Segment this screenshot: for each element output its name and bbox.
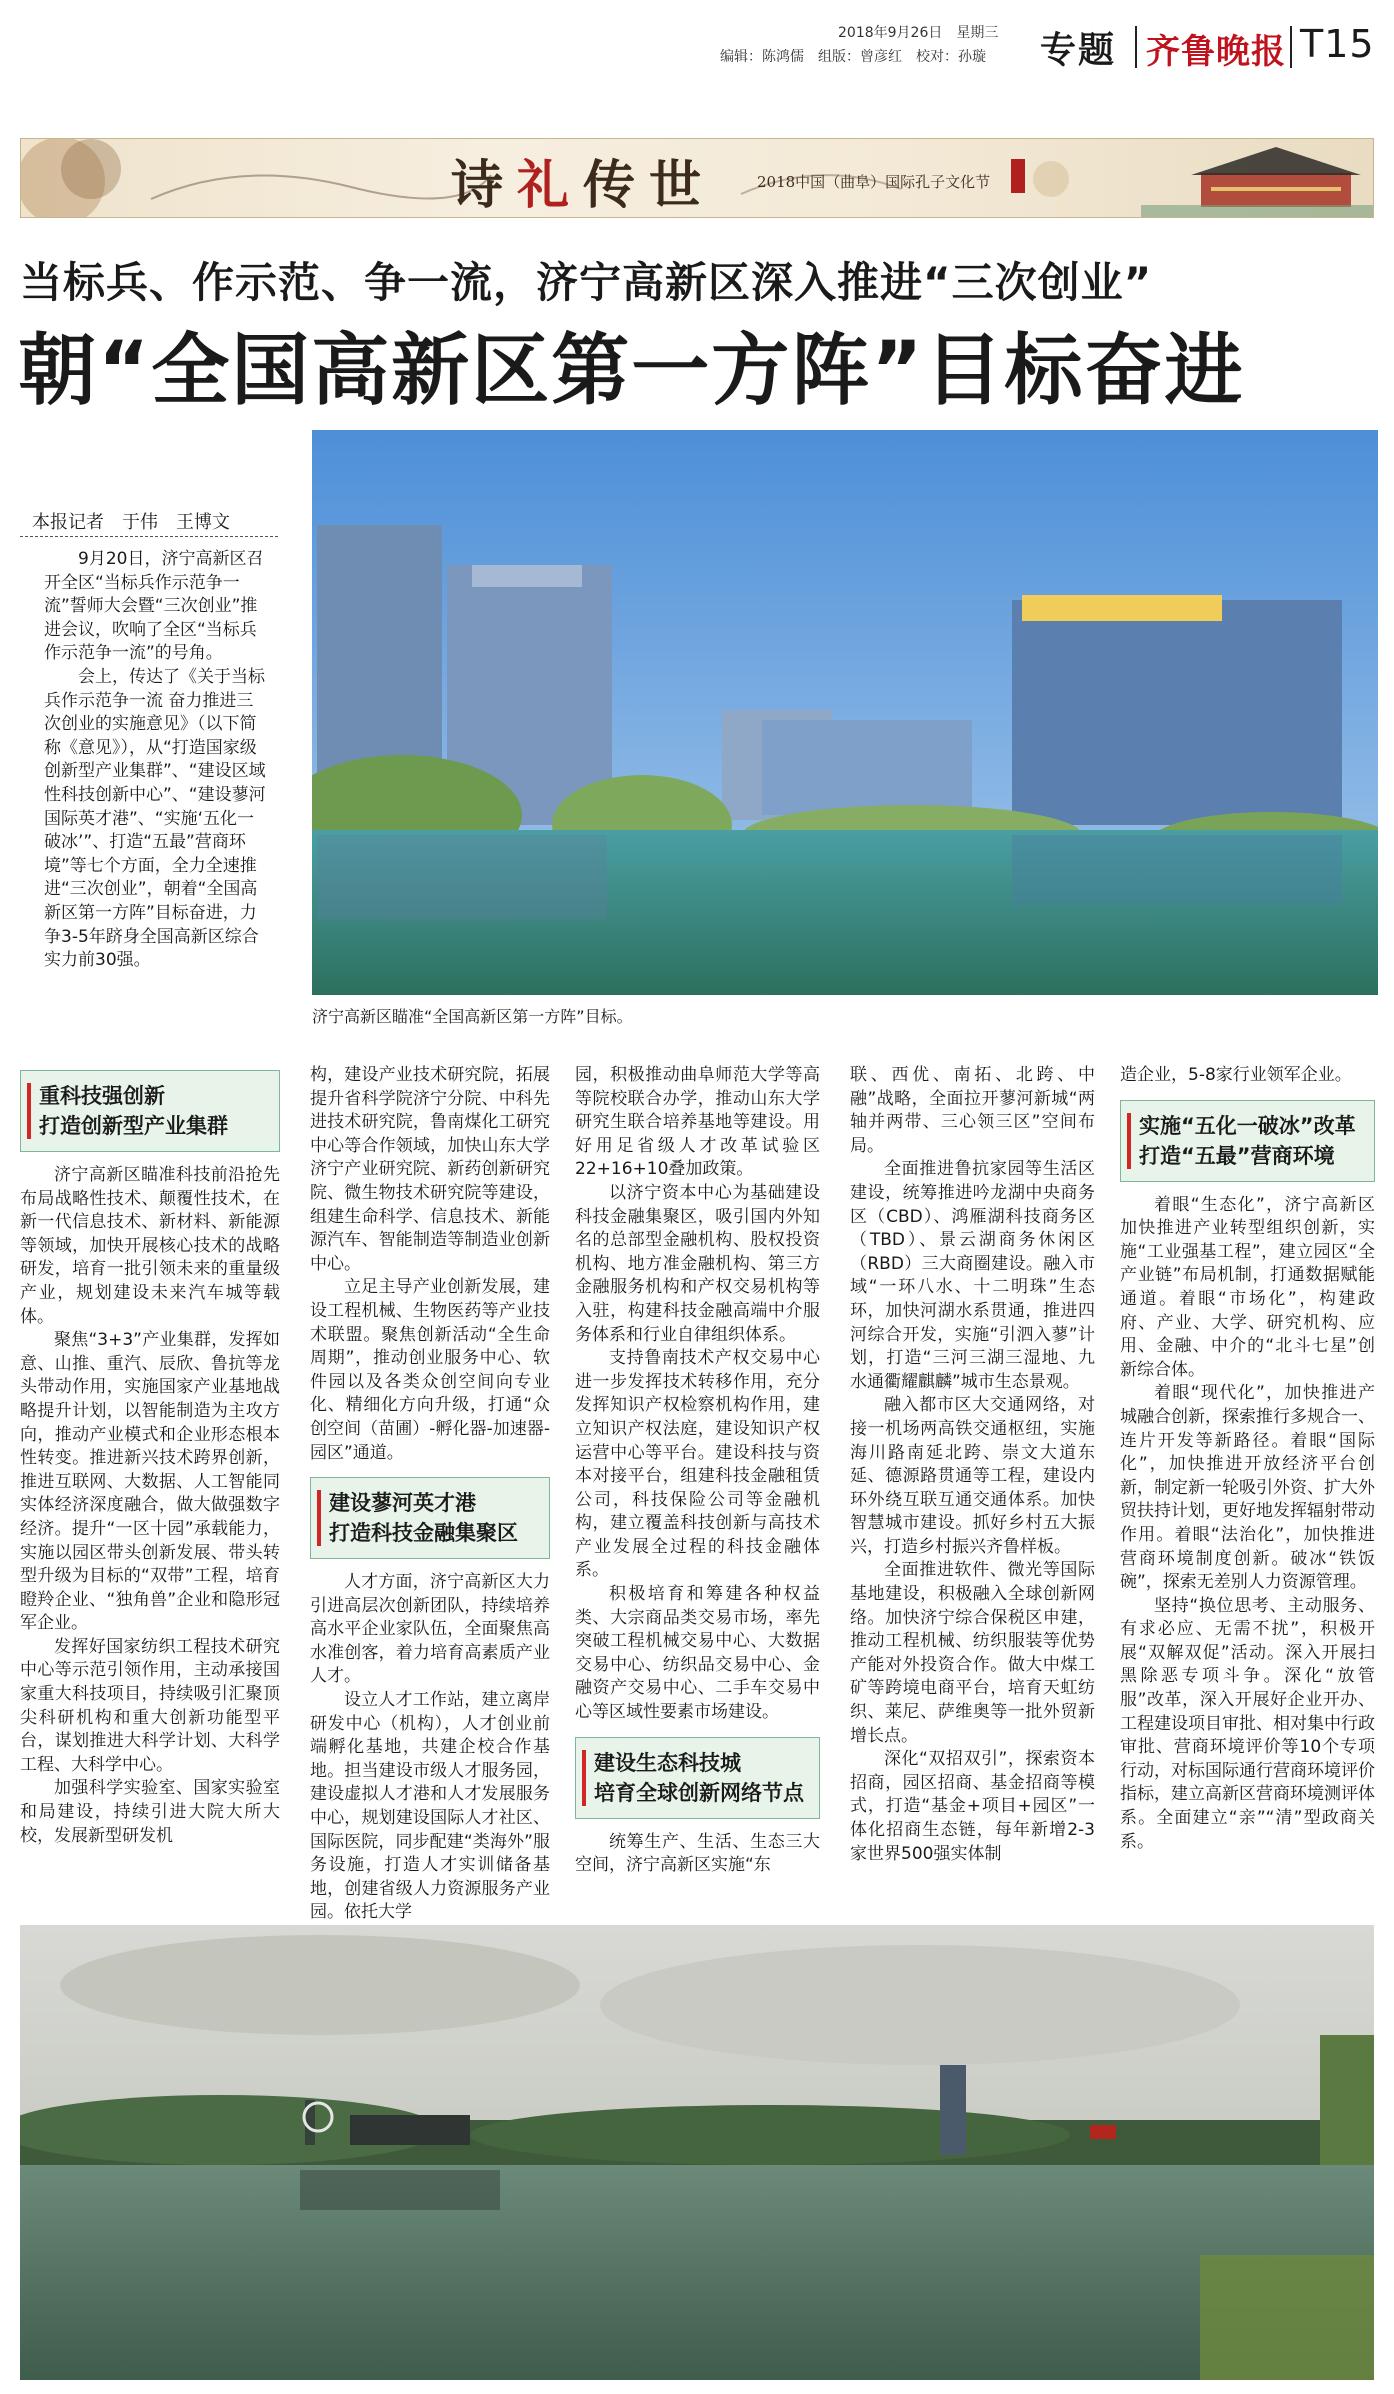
column-1 bbox=[20, 1070, 280, 1848]
section-heading-line: 打造“五最”营商环境 bbox=[1139, 1143, 1335, 1168]
section-label: 专题 bbox=[1040, 30, 1117, 71]
intro-text bbox=[44, 548, 266, 973]
lake-buildings-photo bbox=[312, 430, 1378, 995]
column-body bbox=[310, 1064, 550, 1465]
body-paragraph: 坚持“换位思考、主动服务、有求必应、无需不扰”，积极开展“双解双促”活动。深入开展扫黑除恶专项斗争。深化“放管服”改革，深入开展好企业开办、工程建设项目审批、相对集中行政审批、营商环境评价等10个专项行动，对标国际通行营商环境评价指标，建立高新区营商环境测评体系。全面建立“亲”“清”型政商关系。 bbox=[1120, 1595, 1375, 1852]
header-divider bbox=[1290, 26, 1292, 68]
newspaper-logo: 齐鲁晚报 bbox=[1146, 32, 1286, 72]
body-paragraph: 济宁高新区瞄准科技前沿抢先布局战略性技术、颠覆性技术，在新一代信息技术、新材料、新能源等领域，加快开展核心技术的战略研发，培育一批引领未来的重量级产业，规划建设未来汽车城等载体。 bbox=[20, 1165, 280, 1327]
body-paragraph: 造企业，5-8家行业领军企业。 bbox=[1120, 1065, 1352, 1085]
festival-banner bbox=[20, 138, 1374, 218]
header-divider bbox=[1135, 26, 1137, 68]
issue-date: 2018年9月26日 星期三 bbox=[838, 25, 999, 41]
column-3 bbox=[575, 1064, 820, 1878]
section-heading-line: 建设生态科技城 bbox=[594, 1750, 741, 1775]
panorama-illustration bbox=[20, 1925, 1374, 2380]
body-paragraph: 积极培育和筹建各种权益类、大宗商品类交易市场，率先突破工程机械交易中心、大数据交易中心、纺织品交易中心、金融资产交易中心、二手车交易中心等区域性要素市场建设。 bbox=[575, 1584, 820, 1723]
column-body bbox=[20, 1164, 280, 1848]
article-subheadline: 当标兵、作示范、争一流，济宁高新区深入推进“三次创业” bbox=[20, 258, 1153, 307]
section-heading-line: 建设蓼河英才港 bbox=[329, 1491, 476, 1516]
section-heading-innovation bbox=[20, 1070, 280, 1152]
body-paragraph: 支持鲁南技术产权交易中心进一步发挥技术转移作用，充分发挥知识产权检察机构作用，建立知识产权法庭，建设知识产权运营中心等平台。建设科技与资本对接平台，组建科技金融租赁公司，科技保险公司等金融机构，建立覆盖科技创新与高技术产业发展全过程的科技金融体系。 bbox=[575, 1348, 820, 1581]
banner-event: 2018中国（曲阜）国际孔子文化节 bbox=[757, 173, 991, 191]
body-paragraph: 全面推进鲁抗家园等生活区建设，统筹推进吟龙湖中央商务区（CBD）、鸿雁湖科技商务区（TBD）、景云湖商务休闲区（RBD）三大商圈建设。融入市域“一环八水、十二明珠”生态环，加快河湖水系贯通，推进四河综合开发，实施“引泗入蓼”计划，打造“三河三湖三湿地、九水通衢耀麒麟”城市生态景观。 bbox=[850, 1159, 1095, 1392]
byline: 本报记者 于伟 王博文 bbox=[32, 512, 230, 533]
body-paragraph: 着眼“生态化”，济宁高新区加快推进产业转型组织创新，实施“工业强基工程”，建立园区“全产业链”布局机制，打通数据赋能通道。着眼“市场化”，构建政府、产业、大学、研究机构、应用、金融、中介的“北斗七星”创新综合体。 bbox=[1120, 1194, 1375, 1380]
body-paragraph: 联、西优、南拓、北跨、中融”战略，全面拉开蓼河新城“两轴并两带、三心领三区”空间布局。 bbox=[850, 1065, 1095, 1156]
banner-char-3: 传 bbox=[583, 155, 650, 216]
photo-illustration bbox=[312, 430, 1378, 995]
column-body bbox=[310, 1571, 550, 1925]
body-paragraph: 以济宁资本中心为基础建设科技金融集聚区，吸引国内外知名的总部型金融机构、股权投资机构、地方准金融机构、第三方金融服务机构和产权交易机构等入驻，构建科技金融高端中介服务体系和行业自律组织体系。 bbox=[575, 1182, 820, 1345]
section-heading-reform bbox=[1120, 1100, 1375, 1182]
body-paragraph: 设立人才工作站，建立离岸研发中心（机构），人才创业前端孵化基地，共建企校合作基地。担当建设市级人才服务园，建设虚拟人才港和人才发展服务中心，规划建设国际人才社区、国际医院，同步配建“类海外”服务设施，打造人才实训储备基地，创建省级人力资源服务产业园。依托大学 bbox=[310, 1690, 550, 1923]
column-body bbox=[575, 1064, 820, 1725]
body-paragraph: 融入都市区大交通网络，对接一机场两高铁交通枢纽，实施海川路南延北跨、崇文大道东延、德源路贯通等工程，建设内环外绕互联互通交通体系。加快智慧城市建设。抓好乡村五大振兴，打造乡村振兴齐鲁样板。 bbox=[850, 1395, 1095, 1557]
body-paragraph: 聚焦“3+3”产业集群，发挥如意、山推、重汽、辰欣、鲁抗等龙头带动作用，实施国家产业基地战略提升计划，以智能制造为主攻方向，推动产业模式和企业形态根本性转变。推进新兴技术跨界创新，推进互联网、大数据、人工智能同实体经济深度融合，做大做强数字经济。提升“一区十园”承载能力，实施以园区带头创新发展、带头转型升级为目标的“双带”工程，培育瞪羚企业、“独角兽”企业和隐形冠军企业。 bbox=[20, 1330, 280, 1634]
body-paragraph: 构，建设产业技术研究院，拓展提升省科学院济宁分院、中科先进技术研究院，鲁南煤化工研究中心等合作领域，加快山东大学济宁产业研究院、新药创新研究院、微生物技术研究院等建设，组建生命科学、信息技术、新能源汽车、智能制造等制造业创新中心。 bbox=[310, 1065, 550, 1274]
section-heading-line: 重科技强创新 bbox=[39, 1084, 165, 1108]
column-4 bbox=[850, 1064, 1095, 1866]
section-heading-line: 打造科技金融集聚区 bbox=[329, 1521, 518, 1546]
column-body bbox=[850, 1064, 1095, 1866]
body-paragraph: 发挥好国家纺织工程技术研究中心等示范引领作用，主动承接国家重大科技项目，持续吸引汇聚顶尖科研机构和重大创新功能型平台，谋划推进大科学计划、大科学工程、大科学中心。 bbox=[20, 1636, 280, 1775]
body-paragraph: 着眼“现代化”，加快推进产城融合创新，探索推行多规合一、连片开发等新路径。着眼“国际化”，加快推进开放经济平台创新，制定新一轮吸引外资、扩大外贸扶持计划，更好地发挥辐射带动作用。着眼“法治化”，加快推进营商环境制度创新。破冰“铁饭碗”，探索无差别人力资源管理。 bbox=[1120, 1383, 1375, 1593]
byline-rule bbox=[20, 536, 278, 537]
article-headline: 朝“全国高新区第一方阵”目标奋进 bbox=[18, 326, 1245, 416]
photo-caption: 济宁高新区瞄准“全国高新区第一方阵”目标。 bbox=[312, 1007, 633, 1026]
banner-char-1: 诗 bbox=[451, 155, 518, 216]
body-paragraph: 深化“双招双引”，探索资本招商，园区招商、基金招商等模式，打造“基金+项目+园区”一体化招商生态链，每年新增2-3家世界500强实体制 bbox=[850, 1749, 1095, 1864]
section-heading-talent bbox=[310, 1477, 550, 1559]
section-heading-line: 培育全球创新网络节点 bbox=[594, 1780, 804, 1805]
column-body bbox=[1120, 1064, 1375, 1088]
column-body bbox=[1120, 1194, 1375, 1855]
intro-paragraph: 会上，传达了《关于当标兵作示范争一流 奋力推进三次创业的实施意见》（以下简称《意见》），从“打造国家级创新型产业集群”、“建设区域性科技创新中心”、“建设蓼河国际英才港”、“实施‘五化一破冰’”、打造“五最”营商环境”等七个方面，全力全速推进“三次创业”，朝着“全国高新区第一方阵”目标奋进，力争3-5年跻身全国高新区综合实力前30强。 bbox=[44, 666, 266, 971]
body-paragraph: 全面推进软件、微光等国际基地建设，积极融入全球创新网络。加快济宁综合保税区申建，推动工程机械、纺织服装等优势产能对外投资合作。做大中煤工矿等跨境电商平台，培育天虹纺织、莱尼、萨维奥等一批外贸新增长点。 bbox=[850, 1560, 1095, 1746]
banner-char-4: 世 bbox=[649, 155, 716, 216]
section-heading-line: 实施“五化一破冰”改革 bbox=[1139, 1113, 1356, 1138]
section-heading-ecology bbox=[575, 1737, 820, 1819]
body-paragraph: 统筹生产、生活、生态三大空间，济宁高新区实施“东 bbox=[575, 1831, 820, 1876]
body-paragraph: 加强科学实验室、国家实验室和局建设，持续引进大院大所大校，发展新型研发机 bbox=[20, 1778, 280, 1846]
column-2 bbox=[310, 1064, 550, 1925]
column-5 bbox=[1120, 1064, 1375, 1854]
body-paragraph: 立足主导产业创新发展，建设工程机械、生物医药等产业技术联盟。聚焦创新活动“全生命周期”，推动创业服务中心、软件园以及各类众创空间向专业化、精细化方向升级，打通“众创空间（苗圃）-孵化器-加速器-园区”通道。 bbox=[310, 1277, 550, 1463]
section-heading-line: 打造创新型产业集群 bbox=[39, 1114, 228, 1138]
body-paragraph: 园，积极推动曲阜师范大学等高等院校联合办学，推动山东大学研究生联合培养基地等建设。用好用足省级人才改革试验区22+16+10叠加政策。 bbox=[575, 1065, 820, 1180]
banner-char-2: 礼 bbox=[517, 155, 584, 216]
intro-paragraph: 9月20日，济宁高新区召开全区“当标兵作示范争一流”誓师大会暨“三次创业”推进会议，吹响了全区“当标兵作示范争一流”的号角。 bbox=[44, 549, 264, 664]
body-paragraph: 人才方面，济宁高新区大力引进高层次创新团队，持续培养高水平企业家队伍，全面聚焦高水准创客，着力培育高素质产业人才。 bbox=[310, 1572, 550, 1687]
column-body bbox=[575, 1831, 820, 1878]
panorama-photo bbox=[20, 1925, 1374, 2380]
page-number: T15 bbox=[1300, 22, 1375, 66]
editor-credits: 编辑：陈鸿儒 组版：曾彦红 校对：孙璇 bbox=[720, 49, 986, 65]
